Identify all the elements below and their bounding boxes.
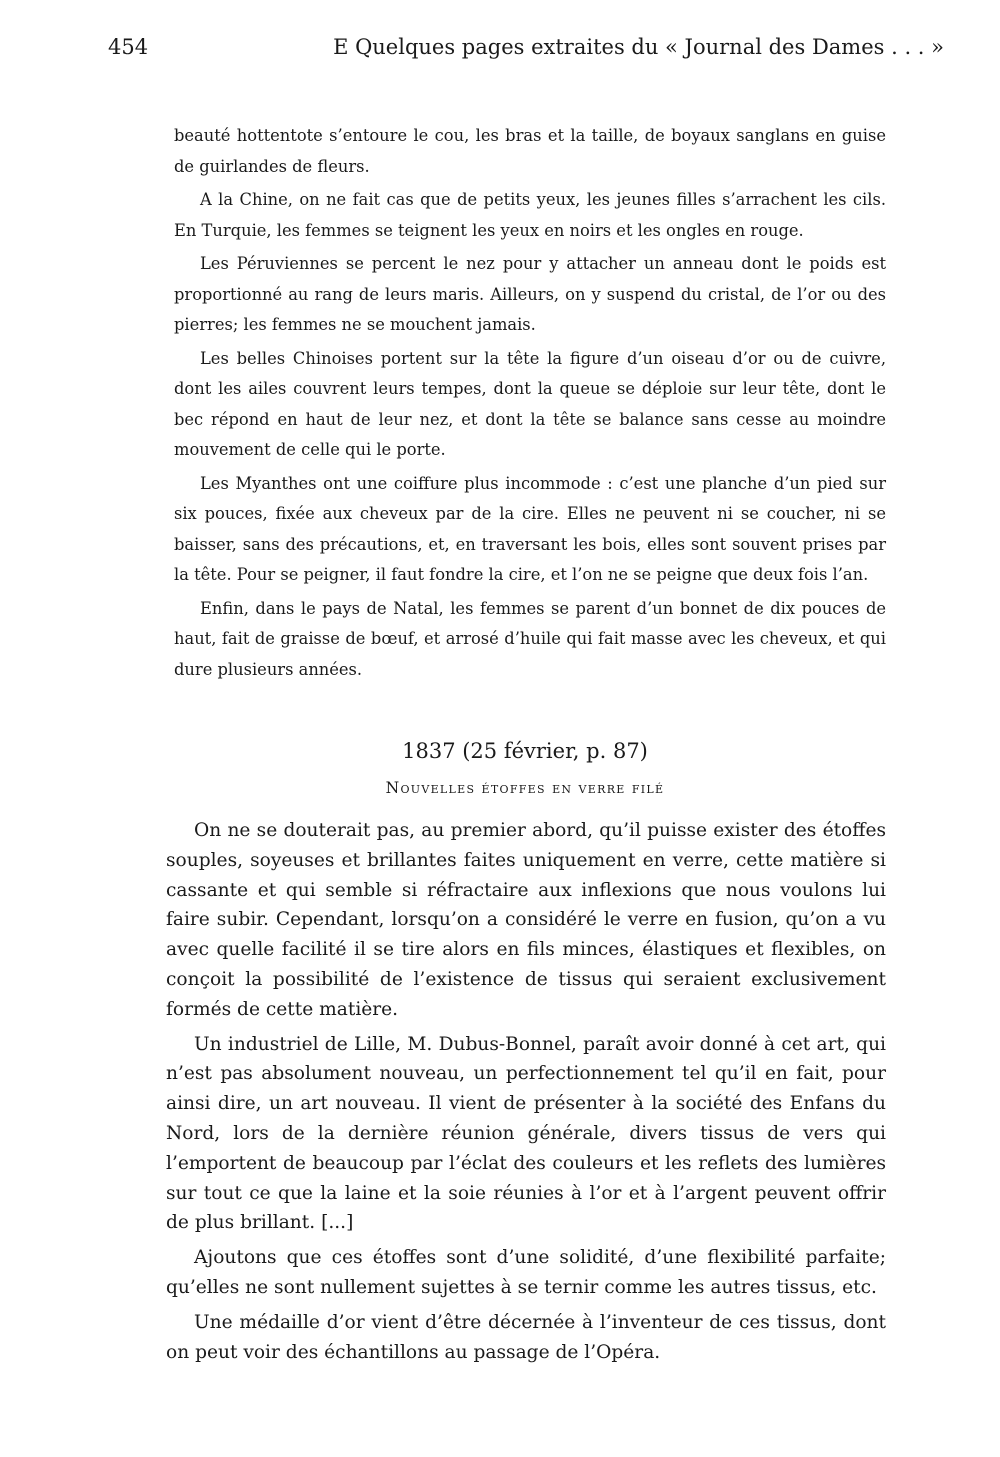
running-title: E Quelques pages extraites du « Journal des Dames . . . » — [333, 35, 944, 59]
paragraph: Un industriel de Lille, M. Dubus-Bonnel, paraît avoir donné à cet art, qui n’est pas absolument nouveau, un perfectionnement tel qu’il en fait, pour ainsi dire, un art nouveau. Il vient de présenter à la société des Enfans du Nord, lors de la dernière réunion générale, divers tissus de vers qui l’emportent de beaucoup par l’éclat des couleurs et les reflets des lumières sur tout ce que la laine et la soie réunies à l’or et à l’argent peuvent offrir de plus brillant. [...] — [166, 1033, 886, 1234]
paragraph: Les Péruviennes se percent le nez pour y attacher un anneau dont le poids est proportionné au rang de leurs maris. Ailleurs, on y suspend du cristal, de l’or ou des pierres; les femmes ne se mouchent jamais. — [174, 254, 886, 334]
page-header — [108, 32, 944, 62]
paragraph: Une médaille d’or vient d’être décernée à l’inventeur de ces tissus, dont on peut voir des échantillons au passage de l’Opéra. — [166, 1311, 886, 1363]
section-title: Nouvelles étoffes en verre filé — [385, 779, 665, 797]
paragraph: On ne se douterait pas, au premier abord, qu’il puisse exister des étoffes souples, soyeuses et brillantes faites uniquement en verre, cette matière si cassante et qui semble si réfractaire aux inflexions que nous voulons lui faire subir. Cependant, lorsqu’on a considéré le verre en fusion, qu’on a vu avec quelle facilité il se tire alors en fils minces, élastiques et flexibles, on conçoit la possibilité de l’existence de tissus qui seraient exclusivement formés de cette matière. — [166, 820, 886, 1020]
paragraph: Ajoutons que ces étoffes sont d’une solidité, d’une flexibilité parfaite; qu’elles ne sont nullement sujettes à se ternir comme les autres tissus, etc. — [166, 1247, 886, 1298]
paragraph: beauté hottentote s’entoure le cou, les bras et la taille, de boyaux sanglans en guise de guirlandes de fleurs. — [174, 126, 886, 176]
continued-text — [174, 121, 886, 688]
paragraph: A la Chine, on ne fait cas que de petits yeux, les jeunes filles s’arrachent les cils. En Turquie, les femmes se teignent les yeux en noirs et les ongles en rouge. — [174, 190, 886, 240]
paragraph: Enfin, dans le pays de Natal, les femmes se parent d’un bonnet de dix pouces de haut, fait de graisse de bœuf, et arrosé d’huile qui fait masse avec les cheveux, et qui dure plusieurs années. — [174, 598, 886, 679]
article-text — [166, 816, 886, 1372]
section-date: 1837 (25 février, p. 87) — [402, 739, 648, 763]
paragraph: Les belles Chinoises portent sur la tête la figure d’un oiseau d’or ou de cuivre, dont les ailes couvrent leurs tempes, dont la queue se déploie sur leur tête, dont le bec répond en haut de leur nez, et dont la tête se balance sans cesse au moindre mouvement de celle qui le porte. — [174, 348, 886, 459]
paragraph: Les Myanthes ont une coiffure plus incommode : c’est une planche d’un pied sur six pouces, fixée aux cheveux par de la cire. Elles ne peuvent ni se coucher, ni se baisser, sans des précautions, et, en traversant les bois, elles sont souvent prises par la tête. Pour se peigner, il faut fondre la cire, et l’on ne se peigne que deux fois l’an. — [174, 473, 886, 584]
page-number: 454 — [108, 35, 149, 59]
